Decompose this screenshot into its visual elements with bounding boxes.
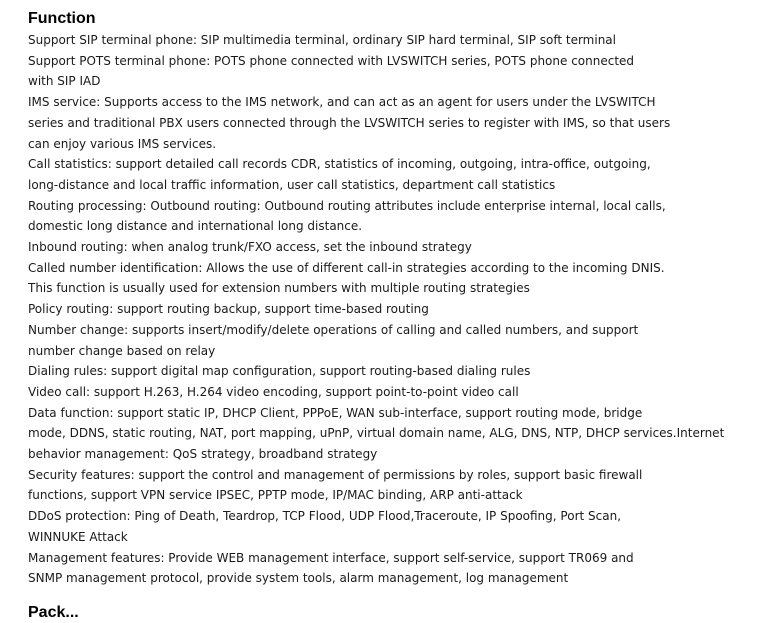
- text-line: Support POTS terminal phone: POTS phone connected with LVSWITCH series, POTS phone connected: [28, 53, 635, 68]
- function-text-block: [28, 30, 758, 589]
- text-line: long-distance and local traffic information, user call statistics, department call statistics: [28, 177, 556, 192]
- next-section-heading: Pack...: [28, 604, 79, 621]
- text-line: Number change: supports insert/modify/delete operations of calling and called numbers, and support: [28, 322, 639, 337]
- text-line: domestic long distance and international long distance.: [28, 219, 363, 234]
- section-heading: Function: [28, 10, 96, 27]
- text-line: WINNUKE Attack: [28, 529, 128, 544]
- text-line: Dialing rules: support digital map configuration, support routing-based dialing rules: [28, 364, 531, 379]
- text-line: Routing processing: Outbound routing: Outbound routing attributes include enterprise internal, local calls,: [28, 198, 666, 213]
- text-line: Video call: support H.263, H.264 video encoding, support point-to-point video call: [28, 384, 519, 399]
- text-line: Call statistics: support detailed call records CDR, statistics of incoming, outgoing, intra-office, outgoing,: [28, 157, 651, 172]
- text-line: Security features: support the control and management of permissions by roles, support basic firewall: [28, 467, 643, 482]
- text-line: This function is usually used for extension numbers with multiple routing strategies: [28, 281, 530, 296]
- text-line: functions, support VPN service IPSEC, PPTP mode, IP/MAC binding, ARP anti-attack: [28, 488, 523, 503]
- text-line: Inbound routing: when analog trunk/FXO access, set the inbound strategy: [28, 240, 472, 255]
- text-line: SNMP management protocol, provide system tools, alarm management, log management: [28, 571, 569, 586]
- text-line: Data function: support static IP, DHCP Client, PPPoE, WAN sub-interface, support routing mode, bridge: [28, 405, 643, 420]
- text-line: with SIP IAD: [28, 74, 101, 89]
- text-line: series and traditional PBX users connected through the LVSWITCH series to register with IMS, so that users: [28, 115, 671, 130]
- text-line: mode, DDNS, static routing, NAT, port mapping, uPnP, virtual domain name, ALG, DNS, NTP, DHCP services.Internet: [28, 426, 725, 441]
- text-line: Management features: Provide WEB management interface, support self-service, support TR069 and: [28, 550, 634, 565]
- text-line: IMS service: Supports access to the IMS network, and can act as an agent for users under the LVSWITCH: [28, 95, 656, 110]
- text-line: Policy routing: support routing backup, support time-based routing: [28, 302, 429, 317]
- text-line: behavior management: QoS strategy, broadband strategy: [28, 447, 378, 462]
- text-line: Support SIP terminal phone: SIP multimedia terminal, ordinary SIP hard terminal, SIP soft terminal: [28, 33, 616, 47]
- text-line: DDoS protection: Ping of Death, Teardrop, TCP Flood, UDP Flood,Traceroute, IP Spoofing, Port Scan,: [28, 509, 622, 524]
- text-line: number change based on relay: [28, 343, 216, 358]
- text-line: can enjoy various IMS services.: [28, 136, 217, 151]
- function-section: [28, 9, 758, 589]
- text-line: Called number identification: Allows the use of different call-in strategies according to the incoming DNIS.: [28, 260, 665, 275]
